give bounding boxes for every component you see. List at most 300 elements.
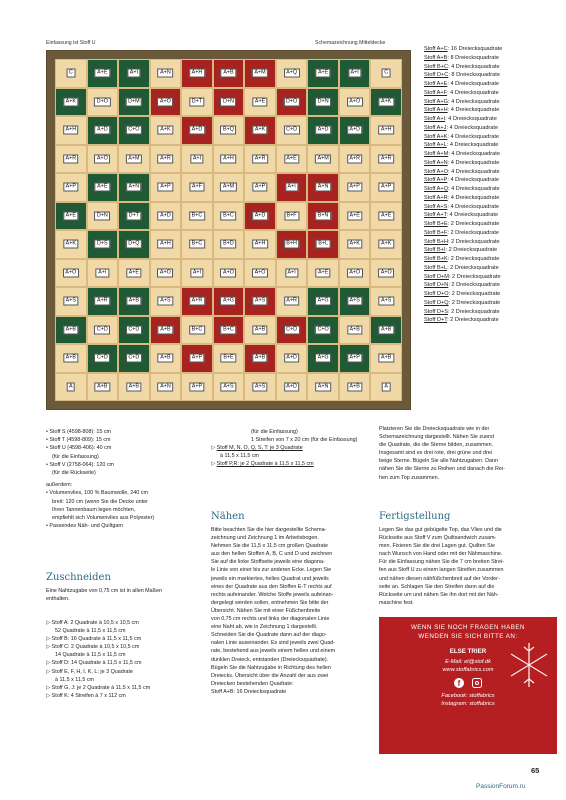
col2-cut-list: (für die Einfassung) 1 Streifen von 7 x 20 cm (für die Einfassung) ▷ Stoff M, N, O, Q, S, T: je 3 Quadrate à 11,5 x 11,5 cm ▷ Stoff P,R: je 2 Quadrate à 11,5 x 11,5 cm (211, 429, 358, 468)
quilt-block-label: A+B (63, 354, 78, 363)
quilt-block-label: A+E (95, 183, 110, 192)
extra-line: breit: 120 cm (wenn Sie die Decke unter (52, 498, 148, 505)
quilt-block-label: A+E (347, 211, 362, 220)
quilt-block (150, 202, 182, 231)
quilt-block (87, 344, 119, 373)
text-line: Schemazeichnung dargestellt. Nähen Sie zuerst (379, 434, 495, 441)
quilt-block (307, 316, 339, 345)
fabric-pair-item: Stoff A+O: 4 Dreiecksquadrate (424, 168, 500, 175)
heading-naehen: Nähen (211, 511, 245, 522)
quilt-block (55, 173, 87, 202)
contact-website[interactable]: www.stoffabrics.com (442, 667, 494, 673)
text-line: Bitte beachten Sie die hier dargestellte Schema- (211, 527, 327, 533)
quilt-block (55, 116, 87, 145)
quilt-block-label: A (66, 382, 75, 391)
quilt-block-label: A+K (252, 126, 267, 135)
text-line: Nehmen Sie die 11,5 x 11,5 cm großen Quadrate (211, 543, 328, 550)
quilt-block (370, 344, 402, 373)
fabric-pair-item: Stoff A+S: 4 Dreiecksquadrate (424, 203, 500, 210)
quilt-block-label: A+P (189, 382, 204, 391)
quilt-block (276, 59, 308, 88)
quilt-block-label: A+I (190, 268, 203, 277)
instagram-icon[interactable] (472, 678, 482, 688)
quilt-block (276, 173, 308, 202)
quilt-block-label: C+D (284, 126, 300, 135)
quilt-block-label: A+H (63, 126, 79, 135)
quilt-block (276, 373, 308, 402)
quilt-block (181, 59, 213, 88)
quilt-block-label: A+E (252, 97, 267, 106)
quilt-block-label: A+K (63, 240, 78, 249)
quilt-block (55, 287, 87, 316)
fabric-pair-item: Stoff A+T: 4 Dreiecksquadrate (424, 212, 499, 219)
quilt-block (307, 88, 339, 117)
contact-title1: WENN SIE NOCH FRAGEN HABEN (410, 624, 526, 631)
quilt-block (55, 202, 87, 231)
quilt-block (339, 287, 371, 316)
quilt-block-label: A+E (315, 69, 330, 78)
quilt-block (118, 145, 150, 174)
quilt-block-label: A+N (315, 183, 331, 192)
quilt-block (150, 373, 182, 402)
quilt-block-label: A+R (94, 297, 110, 306)
quilt-block (370, 373, 402, 402)
text-line: Für die Einfassung nähen Sie die 7 cm breiten Strei- (379, 559, 504, 566)
fabric-pair-item: Stoff A+R: 4 Dreiecksquadrate (424, 194, 500, 201)
quilt-block-label: A+O (252, 268, 268, 277)
snowflake-icon (509, 637, 549, 693)
quilt-block-label: A+B (347, 325, 362, 334)
quilt-block-label: B+H (284, 240, 300, 249)
text-line: Rückseite um und nähen Sie ihn dort mit der Näh- (379, 591, 499, 598)
text-line: von 0,75 cm rechts und links der diagonalen Linie (211, 616, 330, 623)
quilt-block-label: A+D (158, 211, 174, 220)
quilt-block-label: A+I (285, 183, 298, 192)
quilt-block (339, 145, 371, 174)
quilt-schema-diagram (46, 50, 411, 410)
quilt-block-label: B+F (284, 211, 299, 220)
fabric-pair-item: Stoff A+I: 4 Dreiecksquadrate (424, 116, 497, 122)
text-line: rate, bestehend aus jeweils einem hellen und einem (211, 648, 336, 655)
quilt-block-label: A+I (285, 268, 298, 277)
page-number: 65 (531, 766, 540, 775)
quilt-block (370, 287, 402, 316)
quilt-block-label: A+I (96, 268, 109, 277)
quilt-block (244, 259, 276, 288)
quilt-block-label: C+D (94, 325, 110, 334)
quilt-block (150, 230, 182, 259)
quilt-block (87, 202, 119, 231)
quilt-block-label: A+B (379, 354, 394, 363)
fabric-pair-item: Stoff A+J: 4 Dreiecksquadrate (424, 124, 499, 131)
quilt-block (181, 259, 213, 288)
quilt-block-label: A+O (347, 97, 363, 106)
quilt-block-label: A+S (221, 382, 236, 391)
material-note: (für die Rückseite) (52, 470, 96, 477)
quilt-block (370, 173, 402, 202)
quilt-block (244, 145, 276, 174)
quilt-block (181, 230, 213, 259)
cut-line: ▷ Stoff D: 14 Quadrate à 11,5 x 11,5 cm (46, 660, 142, 667)
fabric-pair-item: Stoff A+L: 4 Dreiecksquadrate (424, 142, 499, 149)
text-line: Stoff A+B: 16 Dreiecksquadrate (211, 688, 287, 695)
text-line: Insgesamt sind es drei rote, drei grüne und drei (379, 450, 492, 457)
quilt-block (55, 88, 87, 117)
quilt-block (118, 373, 150, 402)
quilt-block-label: A+Q (284, 69, 300, 78)
cut-line: ▷ Stoff E, F, H, I, K, L: je 3 Quadrate (46, 668, 134, 675)
quilt-block (370, 202, 402, 231)
quilt-block-label: D+T (126, 211, 141, 220)
extra-item: • Volumenvlies, 100 % Baumwolle, 240 cm (46, 490, 148, 497)
quilt-block-label: A+S (63, 297, 78, 306)
quilt-block-label: B+C (189, 240, 205, 249)
quilt-block-label: A+K (158, 126, 173, 135)
naehen-text (211, 526, 371, 696)
text-line: nähen Sie die Sterne zu Reihen und danach die Rei- (379, 466, 505, 473)
quilt-block-label: A+M (252, 69, 268, 78)
quilt-block (150, 88, 182, 117)
extra-line: Ihren Tannenbaum legen möchten, (52, 506, 136, 513)
fabric-pair-item: Stoff A+N: 4 Dreiecksquadrate (424, 159, 500, 166)
quilt-block-label: C+D (284, 325, 300, 334)
quilt-block-label: A+O (221, 268, 237, 277)
quilt-block-label: A+B (158, 325, 173, 334)
text-line: Bügeln Sie die Nahtzugabe in Richtung des hellen (211, 664, 331, 671)
quilt-block (276, 230, 308, 259)
text-line: maschine fest. (379, 599, 414, 606)
quilt-block (339, 344, 371, 373)
text-line: die Quadrate, die die Sterne bilden, zusammen. (379, 442, 494, 449)
quilt-block (339, 173, 371, 202)
quilt-block-label: A+E (95, 69, 110, 78)
contact-facebook: Facebook: stoffabrics (441, 693, 495, 699)
quilt-block-label: A+D (189, 126, 205, 135)
text-line: hen zum Top zusammen. (379, 474, 440, 481)
quilt-block (370, 59, 402, 88)
extra-item: • Passendes Näh- und Quiltgarn (46, 523, 124, 530)
quilt-block-label: A+N (158, 382, 174, 391)
cut-line: à 11,5 x 11,5 cm (55, 676, 95, 683)
quilt-block-label: A+O (157, 97, 173, 106)
quilt-block-label: A+B (126, 382, 141, 391)
quilt-block-label: D+S (94, 240, 110, 249)
quilt-block (118, 230, 150, 259)
text-line: Dreiecken bestehenden Quadrate: (211, 680, 294, 687)
quilt-block-label: A+I (190, 154, 203, 163)
quilt-block (213, 173, 245, 202)
quilt-block (118, 173, 150, 202)
quilt-block-label: A+E (379, 211, 394, 220)
quilt-block (87, 230, 119, 259)
quilt-block-label: D+M (126, 97, 143, 106)
quilt-block-label: A+N (126, 183, 142, 192)
quilt-block (87, 373, 119, 402)
quilt-block (244, 116, 276, 145)
quilt-block-label: C+O (126, 126, 142, 135)
quilt-block-label: A+R (63, 154, 79, 163)
quilt-block-label: D+N (221, 97, 237, 106)
quilt-block-label: B+N (315, 211, 331, 220)
quilt-block (370, 145, 402, 174)
text-line: jeweils ein markiertes, helles Quadrat und jeweils (211, 575, 329, 582)
quilt-block (150, 116, 182, 145)
quilt-block-label: A+B (379, 325, 394, 334)
fabric-pair-item: Stoff B+F: 2 Dreiecksquadrate (424, 229, 499, 236)
quilt-block (339, 316, 371, 345)
quilt-block-label: A+N (315, 382, 331, 391)
quilt-block (87, 88, 119, 117)
quilt-block-label: A+I (127, 69, 140, 78)
contact-name: ELSE TRIER (449, 648, 487, 655)
quilt-block (55, 59, 87, 88)
quilt-block-label: C+D (126, 325, 142, 334)
fabric-pair-item: Stoff A+G: 4 Dreiecksquadrate (424, 98, 500, 105)
fabric-pair-item: Stoff B+H: 2 Dreiecksquadrate (424, 238, 500, 245)
text-line: rechts aufeinander. Welche Stoffe jeweils aufeinan- (211, 591, 334, 598)
fabric-pair-item: Stoff D+Q: 2 Dreiecksquadrate (424, 299, 501, 306)
contact-title2: WENDEN SIE SICH BITTE AN: (418, 633, 518, 640)
quilt-block (244, 230, 276, 259)
quilt-block-label: A (382, 382, 391, 391)
quilt-block-label: A+H (252, 240, 268, 249)
quilt-block (150, 173, 182, 202)
quilt-block (213, 287, 245, 316)
quilt-block-label: A+H (221, 154, 237, 163)
text-line: beige Sterne. Bügeln Sie alle Nahtzugaben. Dann (379, 458, 498, 465)
quilt-block (244, 88, 276, 117)
fabric-pair-item: Stoff A+Q: 4 Dreiecksquadrate (424, 186, 500, 192)
text-line: fen aus Stoff U zu einem langen Streifen zusammen (379, 567, 504, 574)
fabric-pair-item: Stoff B+I: 2 Dreiecksquadrate (424, 247, 498, 254)
text-line: le Linie von einer bis zur anderen Ecke. Legen Sie (211, 567, 332, 574)
cut-line: ▷ Stoff B: 16 Quadrate à 11,5 x 11,5 cm (46, 636, 142, 643)
quilt-block-label: B+C (189, 211, 205, 220)
quilt-block (244, 287, 276, 316)
quilt-block-label: B+C (189, 325, 205, 334)
materials-list (46, 428, 196, 530)
fabric-pair-item: Stoff D+M: 2 Dreiecksquadrate (424, 273, 501, 280)
cut-line: ▷ Stoff K: 4 Streifen à 7 x 112 cm (46, 692, 126, 699)
cut-line: 52 Quadrate à 11,5 x 11,5 cm (55, 628, 126, 635)
quilt-block (276, 344, 308, 373)
quilt-block-label: C+D (94, 354, 110, 363)
quilt-block-label: A+K (347, 240, 362, 249)
quilt-block (213, 373, 245, 402)
quilt-block-label: C (382, 69, 391, 78)
fabric-pair-item: Stoff D+N: 2 Dreiecksquadrate (424, 282, 500, 289)
material-item: • Stoff T (4598-809): 15 cm (46, 437, 111, 444)
quilt-block (87, 116, 119, 145)
quilt-block-label: A+B (252, 325, 267, 334)
quilt-block (181, 116, 213, 145)
quilt-block-label: D+T (189, 97, 204, 106)
quilt-block-label: C+D (126, 354, 142, 363)
quilt-block-label: A+E (126, 268, 141, 277)
fabric-pair-item: Stoff D+C: 8 Dreiecksquadrate (424, 72, 500, 79)
text-line: dergelegt werden sollen, entnehmen Sie bitte der (211, 599, 329, 606)
quilt-block-label: A+P (347, 354, 362, 363)
fabric-pair-item: Stoff A+B: 8 Dreiecksquadrate (424, 54, 500, 61)
cut-line: 14 Quadrate à 11,5 x 11,5 cm (55, 652, 126, 659)
quilt-block (87, 173, 119, 202)
quilt-block-label: A+K (379, 97, 394, 106)
quilt-block-label: D+N (315, 97, 331, 106)
quilt-block (213, 316, 245, 345)
quilt-block-label: B+L (316, 240, 331, 249)
quilt-block (244, 373, 276, 402)
quilt-block (307, 287, 339, 316)
caption-schema: Schemazeichnung Mitteldecke (315, 40, 386, 46)
quilt-block (150, 145, 182, 174)
quilt-block-label: A+R (378, 154, 394, 163)
quilt-block (370, 88, 402, 117)
quilt-block (213, 145, 245, 174)
quilt-block (276, 88, 308, 117)
text-line: nach Wunsch von Hand oder mit der Nähmaschine. (379, 551, 503, 558)
quilt-block-label: A+B (95, 382, 110, 391)
quilt-block (150, 344, 182, 373)
quilt-block (307, 202, 339, 231)
quilt-block (118, 259, 150, 288)
quilt-block (339, 88, 371, 117)
fabric-pair-list (424, 45, 559, 325)
quilt-block-label: A+K (63, 97, 78, 106)
quilt-block-label: A+E (284, 154, 299, 163)
quilt-block-label: A+B (158, 354, 173, 363)
quilt-block (118, 316, 150, 345)
quilt-block (244, 316, 276, 345)
quilt-block (213, 202, 245, 231)
extra-line: empfiehlt sich Volumenvlies aus Polyester) (52, 515, 155, 522)
contact-email[interactable]: E-Mail: et@stof.dk (445, 659, 491, 665)
quilt-block-label: A+O (378, 268, 394, 277)
fabric-pair-item: Stoff D+T: 2 Dreiecksquadrate (424, 317, 499, 324)
quilt-block (307, 259, 339, 288)
quilt-block (118, 287, 150, 316)
quilt-block (307, 230, 339, 259)
quilt-block (276, 202, 308, 231)
quilt-block-label: A+B (347, 382, 362, 391)
quilt-block (87, 287, 119, 316)
quilt-block-label: A+P (379, 183, 394, 192)
facebook-icon[interactable]: f (454, 678, 464, 688)
quilt-block (87, 259, 119, 288)
quilt-block-label: A+M (126, 154, 142, 163)
quilt-block-label: A+F (189, 183, 204, 192)
quilt-block (55, 373, 87, 402)
quilt-block (181, 287, 213, 316)
quilt-block (118, 202, 150, 231)
fabric-pair-item: Stoff A+C: 16 Dreiecksquadrate (424, 46, 503, 52)
text-line: dunklen Dreieck, entstanden (Dreiecksquadrate). (211, 656, 329, 663)
quilt-block (181, 202, 213, 231)
cut-line: ▷ Stoff G, J: je 2 Quadrate à 11,5 x 11,5 cm (46, 684, 151, 691)
text-line: Schneiden Sie die Quadrate dann auf der diago- (211, 632, 327, 639)
quilt-block-label: A+O (347, 268, 363, 277)
fabric-pair-item: Stoff B+E: 2 Dreiecksquadrate (424, 221, 500, 227)
quilt-block (150, 59, 182, 88)
fabric-pair-item: Stoff B+C: 4 Dreiecksquadrate (424, 63, 500, 70)
quilt-block-label: A+O (94, 154, 110, 163)
quilt-block-label: A+H (189, 69, 205, 78)
quilt-block (213, 116, 245, 145)
quilt-block (55, 259, 87, 288)
ausserdem-label: außerdem: (46, 482, 73, 489)
quilt-block (213, 344, 245, 373)
quilt-block (370, 259, 402, 288)
quilt-block-label: A+P (63, 183, 78, 192)
quilt-block (307, 116, 339, 145)
quilt-block (244, 59, 276, 88)
quilt-block (213, 230, 245, 259)
quilt-block-label: A+O (63, 268, 79, 277)
heading-zuschneiden: Zuschneiden (46, 572, 111, 583)
quilt-block-label: A+S (158, 297, 173, 306)
quilt-block (55, 316, 87, 345)
quilt-block-label: A+P (252, 183, 267, 192)
material-note: (für die Einfassung) (52, 453, 99, 460)
quilt-block (307, 173, 339, 202)
quilt-block-label: A+B (252, 354, 267, 363)
quilt-block (276, 145, 308, 174)
quilt-block (55, 230, 87, 259)
quilt-block (244, 173, 276, 202)
quilt-block-label: A+R (158, 154, 174, 163)
quilt-block (118, 88, 150, 117)
quilt-block-label: A+E (315, 268, 330, 277)
quilt-block-label: A+M (220, 183, 236, 192)
quilt-block (370, 230, 402, 259)
quilt-block-label: B+Q (221, 126, 237, 135)
quilt-block (370, 316, 402, 345)
quilt-block (118, 344, 150, 373)
quilt-block (307, 373, 339, 402)
quilt-block-label: B+E (221, 354, 236, 363)
quilt-block (370, 116, 402, 145)
quilt-block-label: A+B (63, 325, 78, 334)
text-line: Dreiecks. Übersicht über die Anzahl der aus zwei (211, 672, 329, 679)
zuschneiden-list (46, 619, 206, 700)
fabric-pair-item: Stoff D+S: 2 Dreiecksquadrate (424, 308, 500, 315)
quilt-block-label: D+O (283, 97, 299, 106)
quilt-block-label: A+D (315, 126, 331, 135)
quilt-block-label: A+H (378, 126, 394, 135)
quilt-block (181, 316, 213, 345)
quilt-block (244, 202, 276, 231)
contact-instagram: Instagram: stoffabrics (441, 701, 495, 707)
quilt-block-label: A+B (221, 69, 236, 78)
quilt-block (55, 145, 87, 174)
quilt-block (181, 88, 213, 117)
quilt-block-label: D+N (94, 211, 110, 220)
fabric-pair-item: Stoff B+L: 2 Dreiecksquadrate (424, 264, 499, 271)
quilt-block-label: C (66, 69, 75, 78)
quilt-block-label: A+P (189, 354, 204, 363)
quilt-block (181, 173, 213, 202)
placement-text (379, 425, 559, 482)
quilt-block-label: A+R (189, 297, 205, 306)
quilt-block (150, 316, 182, 345)
fertigstellung-text (379, 526, 559, 607)
quilt-block-label: A+G (315, 297, 331, 306)
quilt-block-label: A+R (252, 154, 268, 163)
text-line: Platzieren Sie die Dreiecksquadrate wie in der (379, 426, 490, 432)
text-line: seite an. Schlagen Sie den Streifen dann auf die (379, 583, 495, 590)
quilt-block (150, 287, 182, 316)
quilt-block-label: A+N (158, 69, 174, 78)
quilt-block-label: A+O (157, 268, 173, 277)
